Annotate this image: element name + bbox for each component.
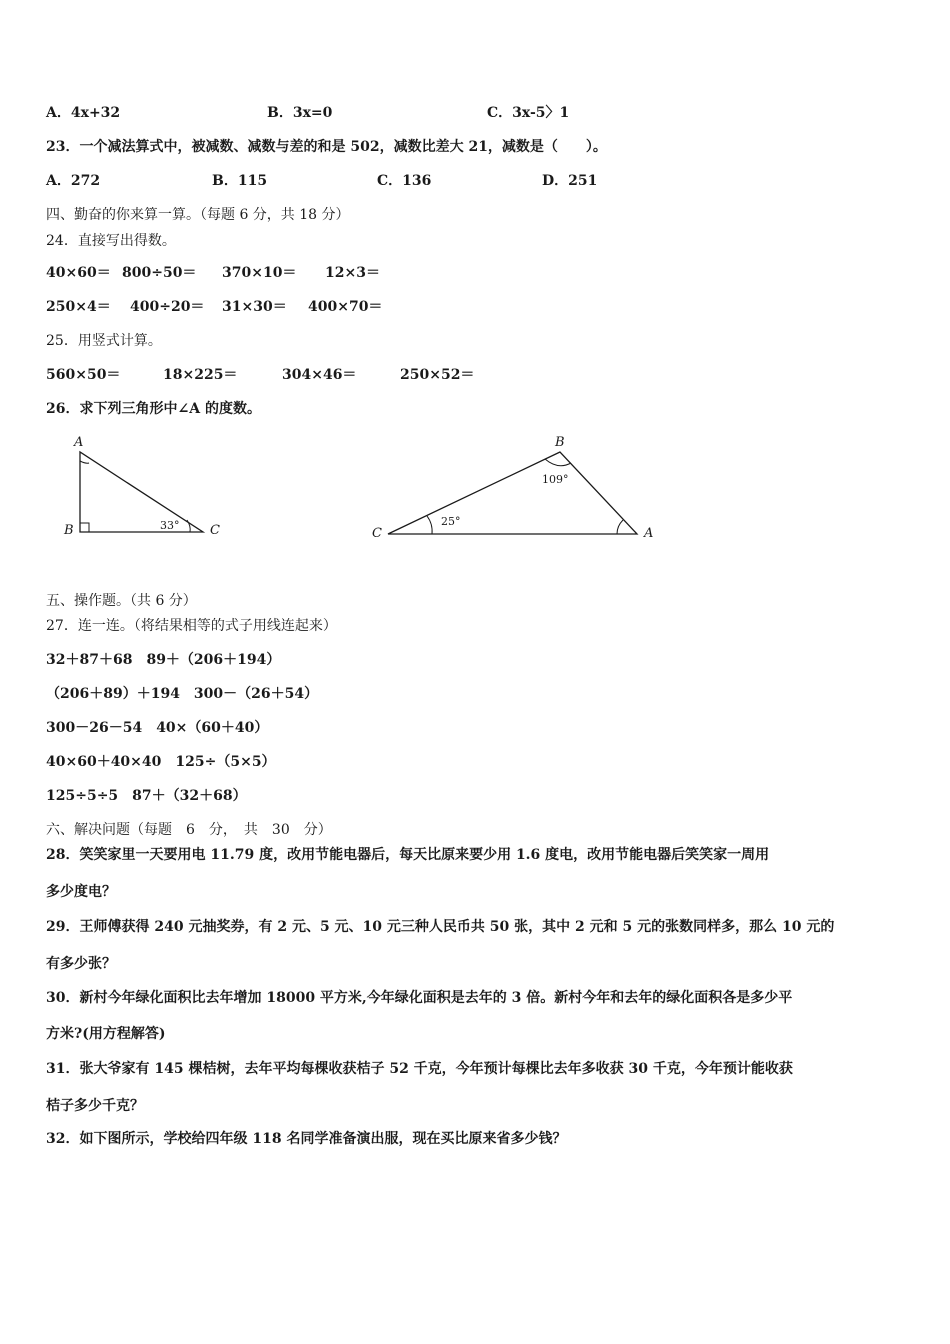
q27-row: （206＋89）＋194 300－（26＋54） xyxy=(46,686,319,702)
q23-option-b: B．115 xyxy=(212,173,268,189)
triangle-figure-1 xyxy=(60,430,230,545)
q28-line1: 28．笑笑家里一天要用电 11.79 度，改用节能电器后，每天比原来要少用 1.6 度电，改用节能电器后笑笑家一周用 xyxy=(46,847,770,863)
q25-text: 25．用竖式计算。 xyxy=(46,333,162,349)
q30-line1: 30．新村今年绿化面积比去年增加 18000 平方米,今年绿化面积是去年的 3 倍。新村今年和去年的绿化面积各是多少平 xyxy=(46,990,793,1006)
q26-text: 26．求下列三角形中∠A 的度数。 xyxy=(46,401,261,417)
q24-text: 24．直接写出得数。 xyxy=(46,233,176,249)
q23-option-c: C．136 xyxy=(377,173,432,189)
vertex-c-label: C xyxy=(210,523,220,538)
q22-option-a: A．4x+32 xyxy=(46,105,121,121)
angle-c-value: 25° xyxy=(441,515,461,528)
q22-option-b: B．3x=0 xyxy=(267,105,333,121)
angle-a-arc xyxy=(617,520,623,534)
q32-text: 32．如下图所示，学校给四年级 118 名同学准备演出服，现在买比原来省多少钱？ xyxy=(46,1131,567,1147)
q25-item: 304×46＝ xyxy=(282,367,357,383)
q24-item: 400×70＝ xyxy=(308,299,383,315)
q24-item: 800÷50＝ xyxy=(122,265,197,281)
q25-item: 250×52＝ xyxy=(400,367,475,383)
triangle-2-shape xyxy=(388,452,637,534)
q30-line2: 方米?(用方程解答) xyxy=(46,1026,166,1042)
q27-row: 125÷5÷5 87＋（32＋68） xyxy=(46,788,247,804)
q31-line1: 31．张大爷家有 145 棵桔树，去年平均每棵收获桔子 52 千克，今年预计每棵比去年多收获 30 千克，今年预计能收获 xyxy=(46,1061,793,1077)
q27-row: 300－26－54 40×（60＋40） xyxy=(46,720,269,736)
vertex-c-label: C xyxy=(372,526,382,541)
vertex-b-label: B xyxy=(555,435,565,450)
q24-item: 12×3＝ xyxy=(325,265,380,281)
q27-row: 32＋87＋68 89＋（206＋194） xyxy=(46,652,281,668)
q28-line2: 多少度电？ xyxy=(46,884,116,900)
q29-line1: 29．王师傅获得 240 元抽奖券，有 2 元、5 元、10 元三种人民币共 50 张，其中 2 元和 5 元的张数同样多，那么 10 元的 xyxy=(46,919,835,935)
section5-title: 五、操作题。（共 6 分） xyxy=(46,593,197,609)
angle-c-value: 33° xyxy=(160,519,180,532)
q24-item: 370×10＝ xyxy=(222,265,297,281)
q25-item: 18×225＝ xyxy=(163,367,238,383)
angle-c-arc xyxy=(427,516,432,534)
section4-title: 四、勤奋的你来算一算。（每题 6 分，共 18 分） xyxy=(46,207,350,223)
q27-text: 27．连一连。（将结果相等的式子用线连起来） xyxy=(46,618,337,634)
triangle-figure-2 xyxy=(365,430,665,545)
q31-line2: 桔子多少千克？ xyxy=(46,1098,144,1114)
q24-item: 40×60＝ xyxy=(46,265,111,281)
q29-line2: 有多少张？ xyxy=(46,956,116,972)
q24-item: 250×4＝ xyxy=(46,299,111,315)
q23-option-a: A．272 xyxy=(46,173,101,189)
q23-option-d: D．251 xyxy=(542,173,598,189)
q24-item: 400÷20＝ xyxy=(130,299,205,315)
q23-text: 23．一个减法算式中，被减数、减数与差的和是 502，减数比差大 21，减数是（ ）。 xyxy=(46,139,607,155)
q27-row: 40×60＋40×40 125÷（5×5） xyxy=(46,754,276,770)
q25-item: 560×50＝ xyxy=(46,367,121,383)
right-angle-mark xyxy=(80,523,89,532)
q22-option-c: C．3x-5〉1 xyxy=(487,105,570,121)
vertex-a-label: A xyxy=(644,526,654,541)
q24-item: 31×30＝ xyxy=(222,299,287,315)
triangle-1-shape xyxy=(80,452,203,532)
angle-b-value: 109° xyxy=(542,473,569,486)
vertex-a-label: A xyxy=(74,435,84,450)
angle-a-arc xyxy=(80,461,89,463)
section6-title: 六、解决问题（每题 6 分， 共 30 分） xyxy=(46,822,332,838)
vertex-b-label: B xyxy=(64,523,74,538)
